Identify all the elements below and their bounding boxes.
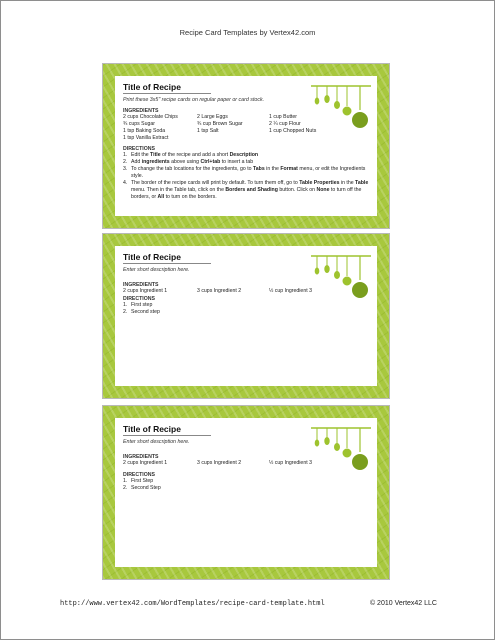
step-number: 2.	[123, 159, 128, 165]
step-text: Tabs	[253, 166, 265, 172]
step-text: in the	[264, 166, 281, 172]
recipe-title[interactable]: Title of Recipe	[123, 82, 211, 94]
direction-step	[123, 478, 323, 485]
ingredients-label: INGREDIENTS	[123, 454, 159, 460]
directions-list[interactable]	[123, 478, 323, 492]
step-number: 1.	[123, 152, 128, 158]
page-header: Recipe Card Templates by Vertex42.com	[179, 28, 316, 37]
step-text: of the recipe and add a short	[160, 152, 230, 158]
directions-label: DIRECTIONS	[123, 296, 155, 302]
direction-step	[123, 152, 373, 159]
recipe-title[interactable]: Title of Recipe	[123, 424, 211, 436]
ingredient-item: ¾ cup Brown Sugar	[197, 121, 243, 127]
ingredients-list[interactable]	[123, 288, 323, 295]
ingredient-row	[123, 135, 323, 142]
step-text: Description	[229, 152, 259, 158]
ingredient-item: 2 cups Ingredient 1	[123, 460, 168, 466]
ingredient-item: ½ cup Ingredient 3	[269, 288, 312, 294]
step-text: button. Click on	[277, 187, 317, 193]
step-number: 2.	[123, 485, 128, 491]
ingredients-label: INGREDIENTS	[123, 282, 159, 288]
card-content	[115, 76, 377, 216]
step-text: Edit the	[131, 152, 151, 158]
step-text: None	[316, 187, 330, 193]
directions-list[interactable]	[123, 302, 323, 316]
kitchen-utensils-icon	[307, 252, 373, 314]
step-text: First Step	[131, 478, 154, 484]
ingredient-item: 2 Large Eggs	[197, 114, 228, 120]
ingredient-row	[123, 121, 323, 128]
kitchen-utensils-icon	[307, 82, 373, 144]
direction-step	[123, 166, 373, 180]
step-text: above using	[169, 159, 201, 165]
step-text: All	[157, 194, 165, 200]
step-text: to turn off the borders, or	[131, 187, 362, 200]
ingredient-row	[123, 460, 323, 467]
ingredient-item: 2 ¼ cup Flour	[269, 121, 301, 127]
ingredient-row	[123, 114, 323, 121]
recipe-description[interactable]: Print these 3x5" recipe cards on regular paper or card stock.	[123, 97, 265, 103]
step-text: Second step	[131, 309, 160, 315]
ingredient-item: 1 cup Chopped Nuts	[269, 128, 317, 134]
card-content	[115, 246, 377, 386]
step-text: To change the tab locations for the ingredients, go to	[131, 166, 253, 172]
recipe-card-1	[102, 63, 390, 229]
step-text: Format	[280, 166, 298, 172]
recipe-card-3	[102, 405, 390, 580]
step-number: 3.	[123, 166, 128, 172]
ingredient-item: 1 cup Butter	[269, 114, 297, 120]
step-text: ingredients	[141, 159, 170, 165]
directions-label: DIRECTIONS	[123, 472, 155, 478]
ingredient-row	[123, 128, 323, 135]
step-text: Borders and Shading	[225, 187, 278, 193]
recipe-card-2	[102, 233, 390, 399]
step-number: 4.	[123, 180, 128, 186]
ingredient-item: 2 cups Chocolate Chips	[123, 114, 178, 120]
ingredient-item: 1 tsp Baking Soda	[123, 128, 166, 134]
ingredients-label: INGREDIENTS	[123, 108, 159, 114]
step-text: to turn on the borders.	[164, 194, 217, 200]
step-text: menu, or edit the Ingredients style.	[131, 166, 366, 179]
ingredient-item: ½ cup Ingredient 3	[269, 460, 312, 466]
ingredient-item: ¾ cups Sugar	[123, 121, 156, 127]
ingredient-item: 1 tsp Salt	[197, 128, 219, 134]
step-text: Second Step	[131, 485, 161, 491]
recipe-description[interactable]: Enter short description here.	[123, 439, 190, 445]
footer-url[interactable]: http://www.vertex42.com/WordTemplates/recipe-card-template.html	[60, 600, 325, 608]
step-text: Ctrl+tab	[200, 159, 221, 165]
ingredient-item: 1 tsp Vanilla Extract	[123, 135, 169, 141]
ingredients-list[interactable]	[123, 460, 323, 467]
step-text: to insert a tab	[220, 159, 254, 165]
step-text: The border of the recipe cards will print by default. To turn them off, go to	[131, 180, 300, 186]
step-text: in the	[339, 180, 356, 186]
step-number: 2.	[123, 309, 128, 315]
step-text: Add	[131, 159, 142, 165]
direction-step	[123, 302, 323, 309]
step-text: Table	[355, 180, 369, 186]
step-text: menu. Then in the Table tab, click on the	[131, 187, 226, 193]
direction-step	[123, 309, 323, 316]
step-text: Title	[150, 152, 161, 158]
card-content	[115, 418, 377, 567]
direction-step	[123, 159, 373, 166]
direction-step	[123, 180, 373, 201]
step-number: 1.	[123, 302, 128, 308]
kitchen-utensils-icon	[307, 424, 373, 486]
footer-copyright: © 2010 Vertex42 LLC	[369, 600, 437, 607]
step-number: 1.	[123, 478, 128, 484]
ingredient-row	[123, 288, 323, 295]
directions-label: DIRECTIONS	[123, 146, 155, 152]
recipe-description[interactable]: Enter short description here.	[123, 267, 190, 273]
ingredient-item: 3 cups Ingredient 2	[197, 460, 242, 466]
recipe-title[interactable]: Title of Recipe	[123, 252, 211, 264]
ingredients-list[interactable]	[123, 114, 323, 142]
ingredient-item: 2 cups Ingredient 1	[123, 288, 168, 294]
direction-step	[123, 485, 323, 492]
directions-list[interactable]	[123, 152, 373, 201]
step-text: Table Properties	[299, 180, 340, 186]
step-text: First step	[131, 302, 153, 308]
ingredient-item: 3 cups Ingredient 2	[197, 288, 242, 294]
